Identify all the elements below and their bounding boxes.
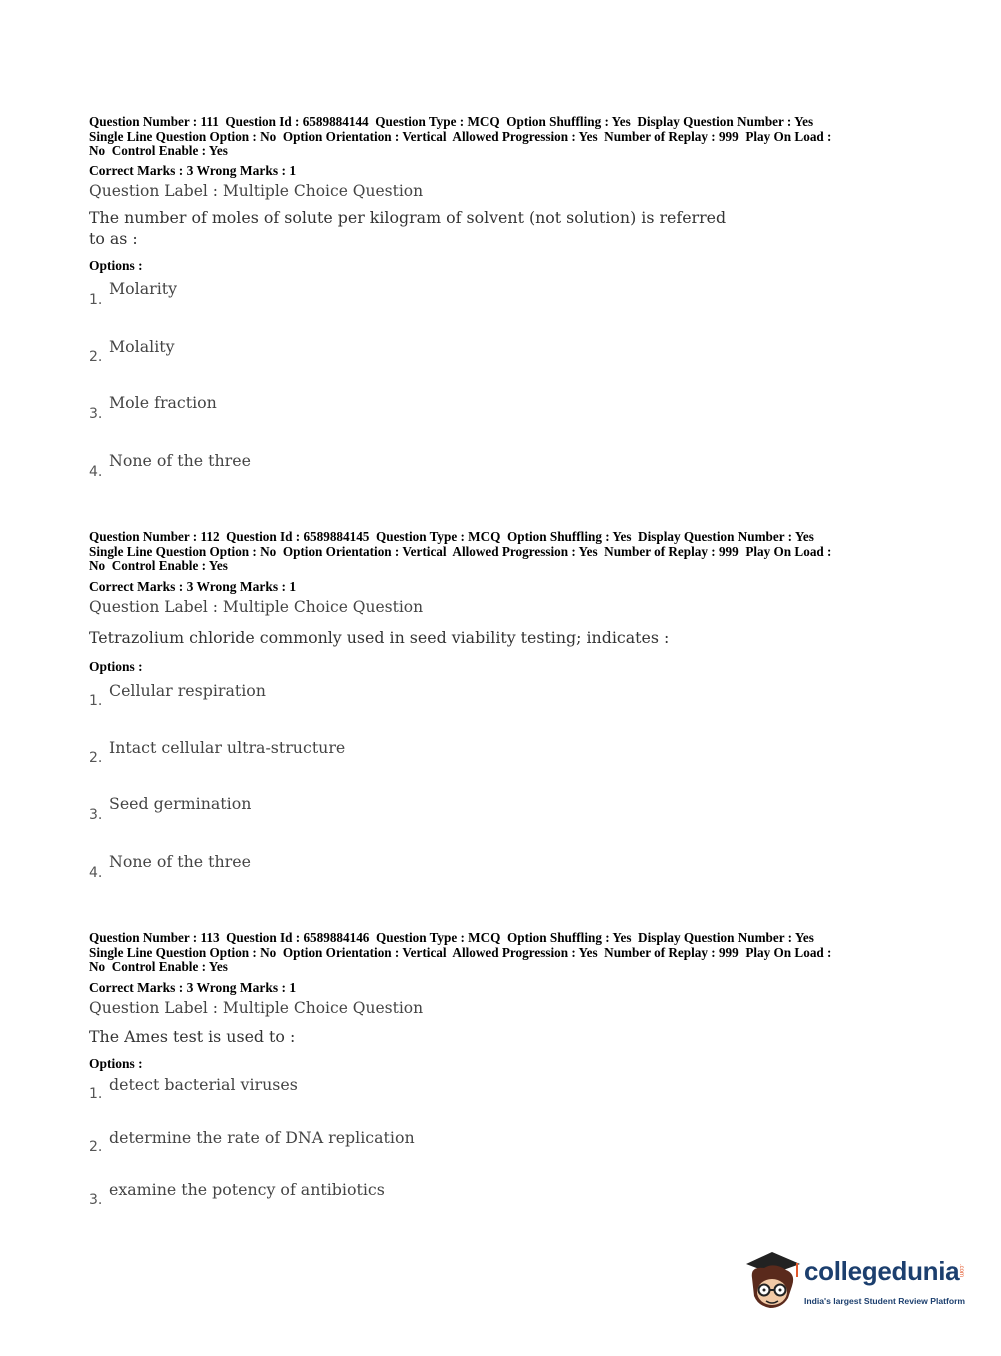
question-meta: Question Number : 112 Question Id : 6589884145 Question Type : MCQ Option Shuffling : Yes Display Question Number : Yes Single Line Question Option : No Option Orientation : Vertical Allowed Progression : Yes Number of Replay : 999 Play On Load : No Control Enable : Yes xyxy=(89,529,832,574)
option-number: 3. xyxy=(89,406,103,422)
logo-domain-suffix: .com xyxy=(958,1264,964,1278)
option-text: Molality xyxy=(109,337,175,356)
option-number: 4. xyxy=(89,464,103,480)
question-meta: Question Number : 113 Question Id : 6589884146 Question Type : MCQ Option Shuffling : Yes Display Question Number : Yes Single Line Question Option : No Option Orientation : Vertical Allowed Progression : Yes Number of Replay : 999 Play On Load : No Control Enable : Yes xyxy=(89,930,832,975)
option-number: 1. xyxy=(89,292,103,308)
option-number: 2. xyxy=(89,349,103,365)
question-marks: Correct Marks : 3 Wrong Marks : 1 xyxy=(89,579,297,594)
option-text: None of the three xyxy=(109,852,251,871)
option-text: Seed germination xyxy=(109,794,252,813)
option-number: 1. xyxy=(89,693,103,709)
options-label: Options : xyxy=(89,1056,143,1071)
question-marks: Correct Marks : 3 Wrong Marks : 1 xyxy=(89,980,297,995)
question-marks: Correct Marks : 3 Wrong Marks : 1 xyxy=(89,163,297,178)
question-label: Question Label : Multiple Choice Question xyxy=(89,182,424,200)
option-number: 2. xyxy=(89,1139,103,1155)
logo-tagline: India's largest Student Review Platform xyxy=(804,1296,966,1306)
option-text: examine the potency of antibiotics xyxy=(109,1180,385,1199)
option-text: determine the rate of DNA replication xyxy=(109,1128,415,1147)
option-text: Molarity xyxy=(109,279,178,298)
option-number: 4. xyxy=(89,865,103,881)
question-label: Question Label : Multiple Choice Question xyxy=(89,598,424,616)
question-meta: Question Number : 111 Question Id : 6589884144 Question Type : MCQ Option Shuffling : Yes Display Question Number : Yes Single Line Question Option : No Option Orientation : Vertical Allowed Progression : Yes Number of Replay : 999 Play On Load : No Control Enable : Yes xyxy=(89,114,832,159)
option-number: 2. xyxy=(89,750,103,766)
option-number: 3. xyxy=(89,1192,103,1208)
option-text: detect bacterial viruses xyxy=(109,1075,298,1094)
question-text: Tetrazolium chloride commonly used in seed viability testing; indicates : xyxy=(89,628,670,647)
options-label: Options : xyxy=(89,659,143,674)
option-text: Mole fraction xyxy=(109,393,217,412)
option-text: None of the three xyxy=(109,451,251,470)
question-label: Question Label : Multiple Choice Question xyxy=(89,999,424,1017)
question-text: The number of moles of solute per kilogram of solvent (not solution) is referred to as : xyxy=(89,208,727,248)
logo-wordmark: collegedunia xyxy=(804,1256,960,1286)
collegedunia-logo[interactable] xyxy=(742,1248,972,1318)
graduate-mascot-icon xyxy=(742,1248,804,1314)
option-text: Intact cellular ultra-structure xyxy=(109,738,346,757)
option-text: Cellular respiration xyxy=(109,681,266,700)
options-label: Options : xyxy=(89,258,143,273)
option-number: 3. xyxy=(89,807,103,823)
question-text: The Ames test is used to : xyxy=(89,1027,296,1046)
option-number: 1. xyxy=(89,1086,103,1102)
